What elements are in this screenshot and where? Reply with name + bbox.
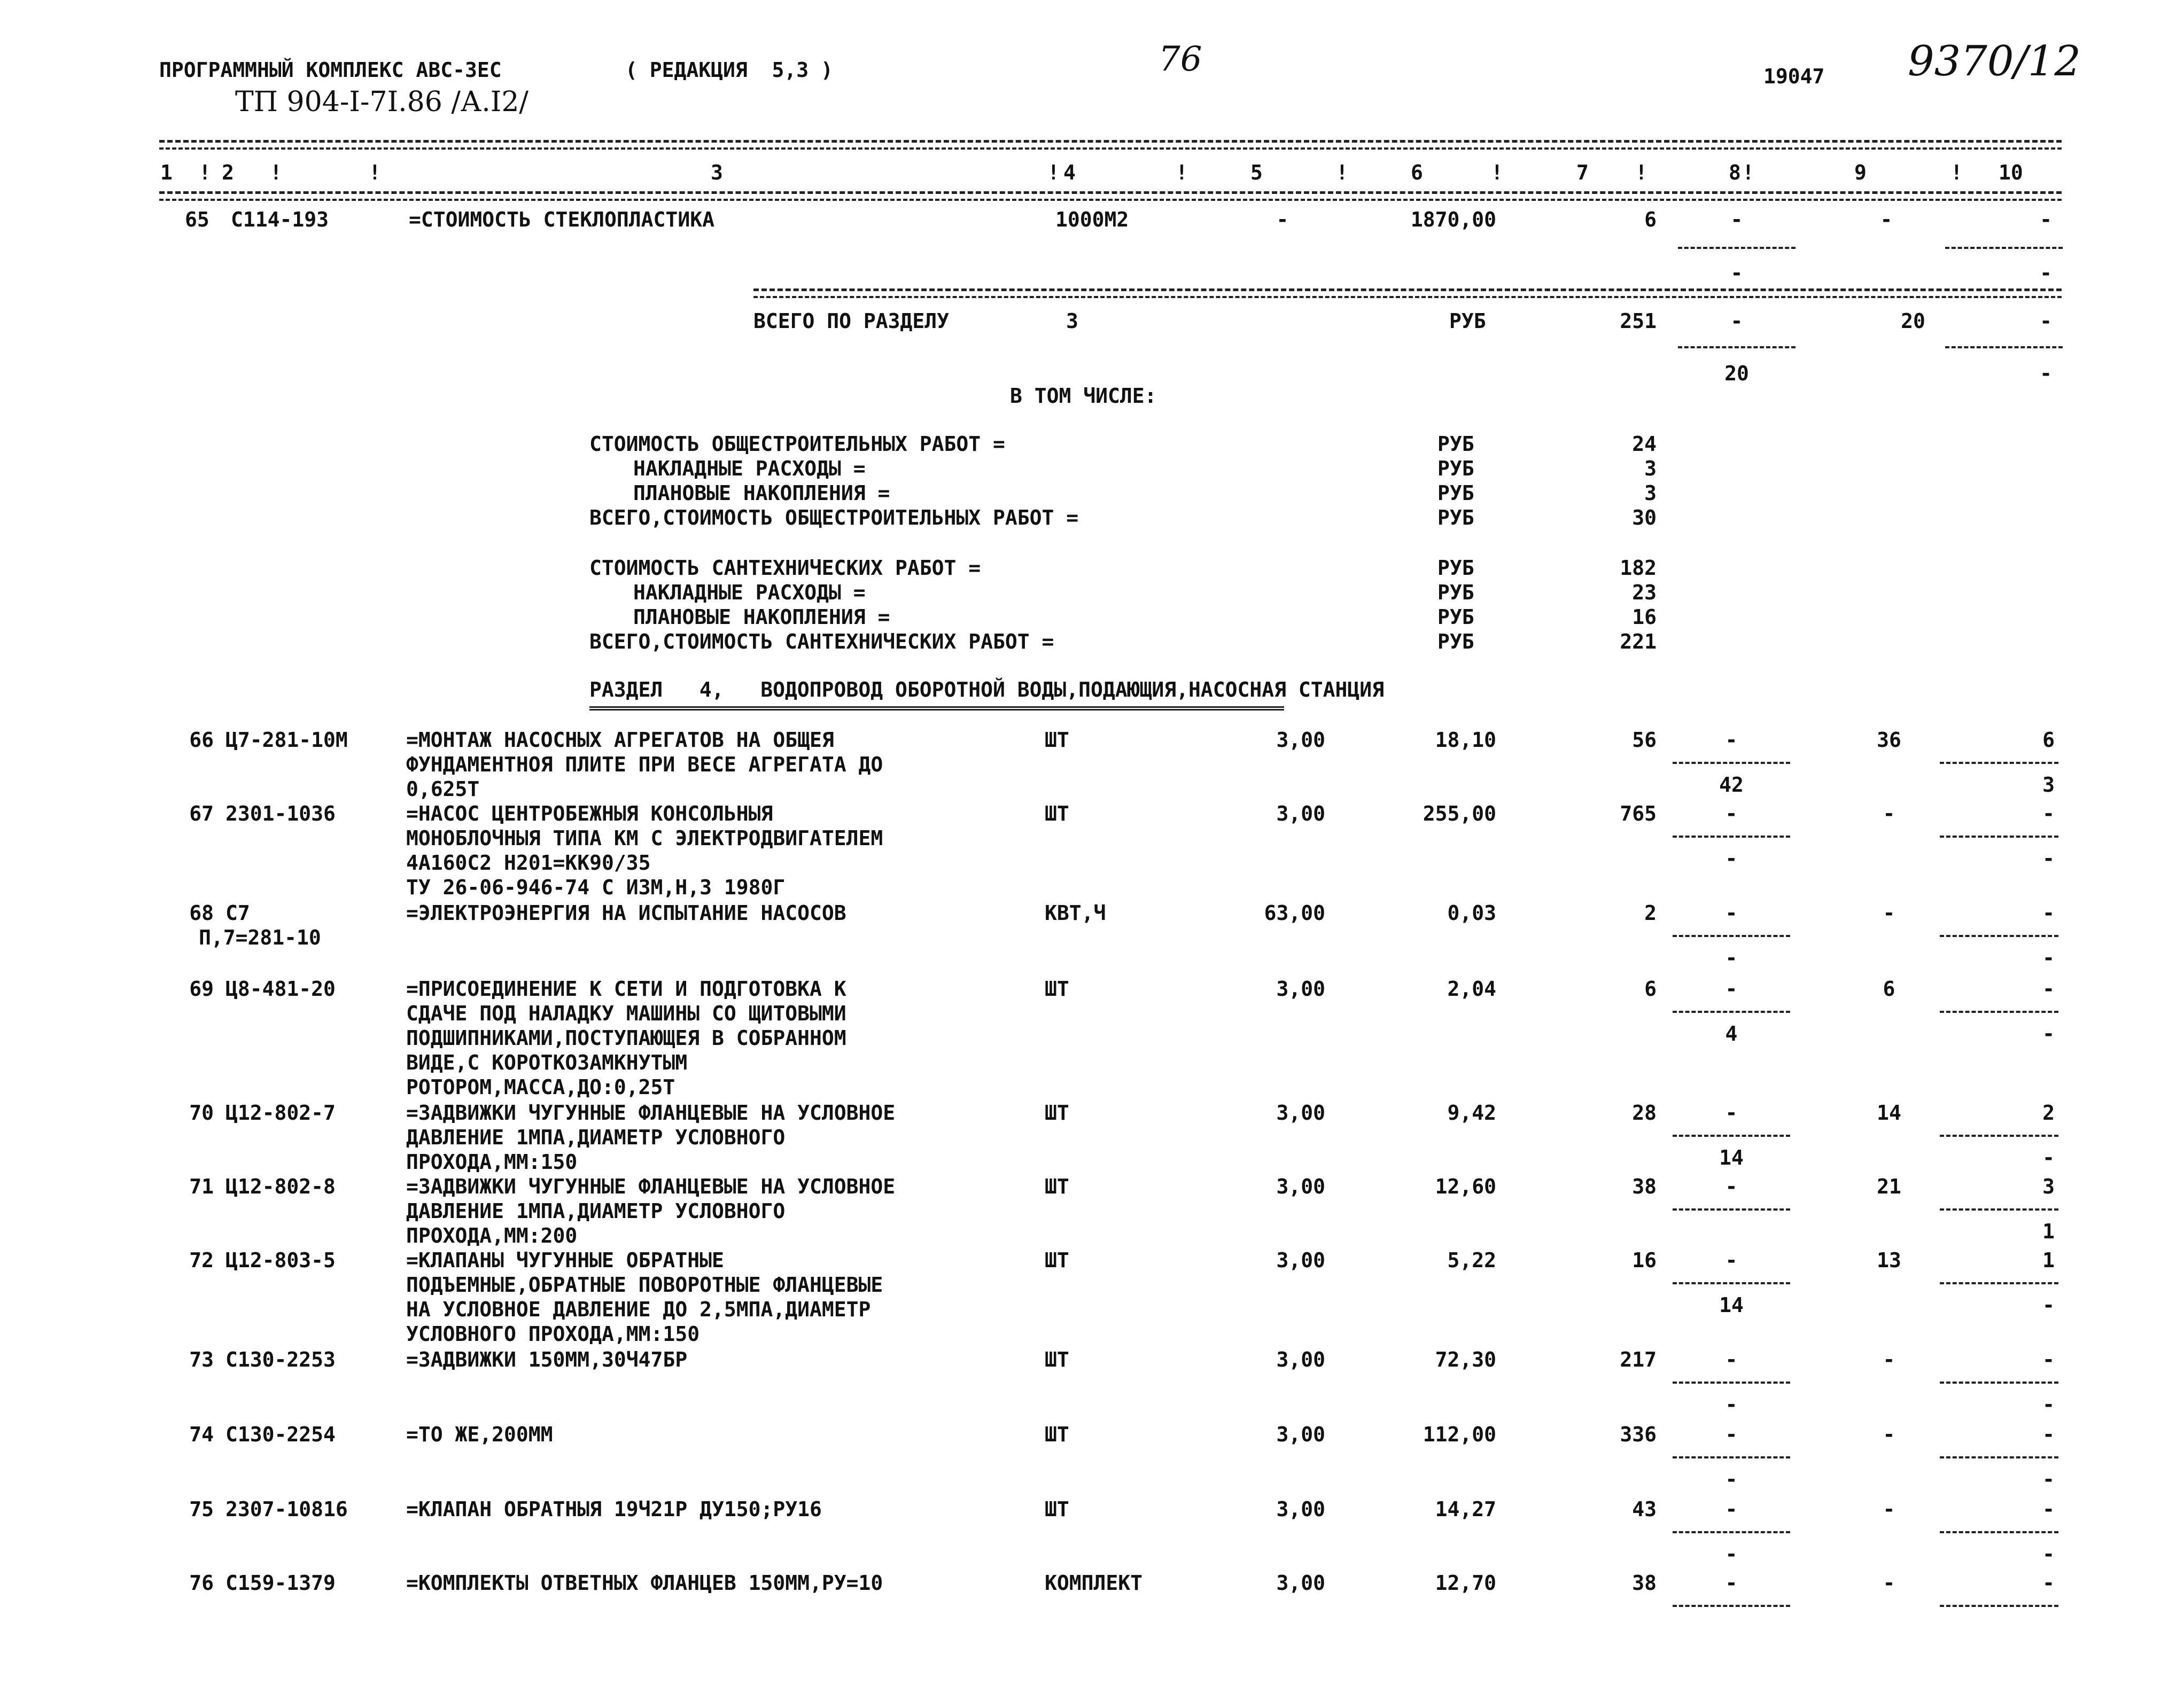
column-separator: !	[1635, 161, 1647, 184]
row-qty: 3,00	[1276, 977, 1325, 1001]
row-65-desc: =СТОИМОСТЬ СТЕКЛОПЛАСТИКА	[409, 208, 714, 231]
row-65-c8b: -	[1730, 261, 1743, 285]
breakdown-label: СТОИМОСТЬ ОБЩЕСТРОИТЕЛЬНЫХ РАБОТ =	[589, 432, 1005, 456]
breakdown-label: ПЛАНОВЫЕ НАКОПЛЕНИЯ =	[633, 481, 890, 505]
row-description: ТУ 26-06-946-74 С ИЗМ,Н,3 1980Г	[406, 876, 786, 899]
row-65-c10-rule	[1945, 247, 2063, 249]
row-c10b: -	[2042, 1542, 2055, 1566]
row-c10-rule	[1940, 935, 2058, 937]
breakdown-unit: РУБ	[1437, 556, 1474, 580]
top-rule	[159, 140, 2062, 143]
breakdown-unit: РУБ	[1437, 605, 1474, 629]
total-c7: 251	[1620, 309, 1657, 333]
row-c10a: -	[2042, 977, 2055, 1001]
row-c7: 336	[1620, 1423, 1657, 1446]
row-c7: 56	[1632, 728, 1657, 752]
row-unit: ШТ	[1045, 1497, 1069, 1521]
row-unit: ШТ	[1045, 1101, 1069, 1125]
breakdown-unit: РУБ	[1437, 630, 1474, 653]
row-num: 69	[189, 977, 214, 1001]
row-qty: 63,00	[1264, 901, 1325, 925]
row-price: 0,03	[1447, 901, 1496, 925]
row-c9: -	[1883, 1423, 1895, 1446]
row-c10b: -	[2042, 1293, 2055, 1317]
row-description: =ЭЛЕКТРОЭНЕРГИЯ НА ИСПЫТАНИЕ НАСОСОВ	[406, 901, 846, 925]
row-c10-rule	[1940, 1382, 2058, 1384]
row-c9: 14	[1877, 1101, 1901, 1125]
row-c10-rule	[1940, 762, 2058, 764]
row-c10-rule	[1940, 1282, 2058, 1284]
row-c10-rule	[1940, 1531, 2058, 1533]
row-c8b: -	[1725, 946, 1738, 970]
row-65-qty: -	[1276, 208, 1289, 231]
row-c8b: -	[1725, 847, 1738, 870]
row-description: =ЗАДВИЖКИ ЧУГУННЫЕ ФЛАНЦЕВЫЕ НА УСЛОВНОЕ	[406, 1101, 896, 1125]
row-code: С130-2254	[226, 1423, 336, 1446]
row-c8b: 42	[1719, 773, 1744, 797]
row-65-num: 65	[185, 208, 209, 231]
row-qty: 3,00	[1276, 1175, 1325, 1198]
row-c8-rule	[1673, 1011, 1790, 1013]
row-c10-rule	[1940, 1011, 2058, 1013]
row-price: 112,00	[1423, 1423, 1496, 1446]
row-c9: -	[1883, 901, 1895, 925]
column-separator: !	[270, 161, 282, 184]
row-description: ФУНДАМЕНТНОЯ ПЛИТЕ ПРИ ВЕСЕ АГРЕГАТА ДО	[406, 753, 883, 776]
row-num: 74	[189, 1423, 214, 1446]
total-c10-rule	[1945, 346, 2063, 348]
breakdown-value: 221	[1620, 630, 1657, 653]
row-c10a: 3	[2042, 1175, 2055, 1198]
row-c10a: -	[2042, 1423, 2055, 1446]
row-c8-rule	[1673, 836, 1790, 838]
row-c8-rule	[1673, 1382, 1790, 1384]
row-c7: 217	[1620, 1348, 1657, 1371]
column-number-8: 8	[1729, 161, 1741, 184]
row-num: 75	[189, 1497, 214, 1521]
row-code: Ц12-802-8	[226, 1175, 336, 1198]
row-unit: ШТ	[1045, 1423, 1069, 1446]
row-c10a: 6	[2042, 728, 2055, 752]
row-c10a: -	[2042, 802, 2055, 825]
row-code: С159-1379	[226, 1571, 336, 1595]
row-c9: -	[1883, 1571, 1895, 1595]
row-c10b: -	[2042, 1146, 2055, 1169]
row-c8a: -	[1725, 977, 1738, 1001]
breakdown-value: 24	[1632, 432, 1657, 456]
column-number-7: 7	[1576, 161, 1589, 184]
row-c10a: 1	[2042, 1249, 2055, 1272]
row-c9: 6	[1883, 977, 1895, 1001]
row-c10-rule	[1940, 1208, 2058, 1211]
row-code: Ц12-803-5	[226, 1249, 336, 1272]
row-c7: 765	[1620, 802, 1657, 825]
row-c8b: 4	[1725, 1022, 1738, 1045]
row-description: 4А160С2 Н201=КК90/35	[406, 851, 651, 875]
row-c10b: -	[2042, 1468, 2055, 1491]
row-description: =ЗАДВИЖКИ 150ММ,30Ч47БР	[406, 1348, 688, 1371]
total-unit: РУБ	[1449, 309, 1486, 333]
row-c9: -	[1883, 1497, 1895, 1521]
breakdown-value: 3	[1644, 481, 1657, 505]
row-description: УСЛОВНОГО ПРОХОДА,ММ:150	[406, 1322, 700, 1346]
row-c10-rule	[1940, 1456, 2058, 1458]
row-description: ПРОХОДА,ММ:150	[406, 1150, 578, 1174]
column-separator: !	[1176, 161, 1188, 184]
row-code: Ц7-281-10М	[226, 728, 348, 752]
total-c10a: -	[2040, 309, 2052, 333]
row-c10b: 1	[2042, 1220, 2055, 1243]
row-c8a: -	[1725, 1571, 1738, 1595]
row-c8a: -	[1725, 1249, 1738, 1272]
row-65-c8a: -	[1730, 208, 1743, 231]
row-code: 2301-1036	[226, 802, 336, 825]
row-c10a: -	[2042, 1348, 2055, 1371]
project-code: ТП 904-I-7I.86 /А.I2/	[235, 86, 528, 118]
page-number: 76	[1159, 40, 1202, 79]
total-rule-2	[753, 296, 2062, 298]
column-separator: !	[1742, 161, 1754, 184]
row-c10b: -	[2042, 1022, 2055, 1045]
total-c8a: -	[1730, 309, 1743, 333]
row-code: 2307-10816	[226, 1497, 348, 1521]
row-c7: 43	[1632, 1497, 1657, 1521]
including-heading: В ТОМ ЧИСЛЕ:	[1010, 384, 1157, 408]
row-c7: 6	[1644, 977, 1657, 1001]
row-c10-rule	[1940, 836, 2058, 838]
row-65-c10a: -	[2040, 208, 2052, 231]
breakdown-unit: РУБ	[1437, 506, 1474, 529]
row-qty: 3,00	[1276, 802, 1325, 825]
row-c9: 13	[1877, 1249, 1901, 1272]
row-num: 66	[189, 728, 214, 752]
top-rule-2	[159, 147, 2062, 150]
row-c10a: -	[2042, 901, 2055, 925]
row-unit: ШТ	[1045, 1249, 1069, 1272]
row-c9: 36	[1877, 728, 1901, 752]
row-c8b: 14	[1719, 1146, 1744, 1169]
column-number-10: 10	[1999, 161, 2023, 184]
row-c10b: -	[2042, 946, 2055, 970]
row-num: 67	[189, 802, 214, 825]
row-c10a: -	[2042, 1571, 2055, 1595]
row-description: СДАЧЕ ПОД НАЛАДКУ МАШИНЫ СО ЩИТОВЫМИ	[406, 1002, 846, 1025]
row-num: 68	[189, 901, 214, 925]
row-c8a: -	[1725, 802, 1738, 825]
row-c8a: -	[1725, 1423, 1738, 1446]
row-price: 14,27	[1435, 1497, 1496, 1521]
row-price: 255,00	[1423, 802, 1496, 825]
row-description: =МОНТАЖ НАСОСНЫХ АГРЕГАТОВ НА ОБЩЕЯ	[406, 728, 834, 752]
row-65-c9: -	[1880, 208, 1893, 231]
row-65-price: 1870,00	[1410, 208, 1496, 231]
column-number-4: 4	[1063, 161, 1076, 184]
row-c10b: -	[2042, 1393, 2055, 1416]
row-description: ВИДЕ,С КОРОТКОЗАМКНУТЫМ	[406, 1051, 688, 1074]
row-unit: ШТ	[1045, 1175, 1069, 1198]
breakdown-unit: РУБ	[1437, 581, 1474, 604]
row-code: Ц8-481-20	[226, 977, 336, 1001]
row-code: П,7=281-10	[199, 926, 321, 949]
breakdown-unit: РУБ	[1437, 457, 1474, 480]
row-c9: 21	[1877, 1175, 1901, 1198]
column-separator: !	[1336, 161, 1348, 184]
row-c8b: -	[1725, 1393, 1738, 1416]
row-c10-rule	[1940, 1135, 2058, 1137]
row-unit: ШТ	[1045, 728, 1069, 752]
breakdown-value: 3	[1644, 457, 1657, 480]
row-c8-rule	[1673, 1456, 1790, 1458]
row-c8a: -	[1725, 1348, 1738, 1371]
total-c8-rule	[1678, 346, 1796, 348]
breakdown-label: НАКЛАДНЫЕ РАСХОДЫ =	[633, 457, 866, 480]
total-label: ВСЕГО ПО РАЗДЕЛУ	[753, 309, 950, 333]
row-c8b: -	[1725, 1468, 1738, 1491]
row-num: 71	[189, 1175, 214, 1198]
breakdown-unit: РУБ	[1437, 432, 1474, 456]
row-description: =КЛАПАНЫ ЧУГУННЫЕ ОБРАТНЫЕ	[406, 1249, 724, 1272]
breakdown-value: 30	[1632, 506, 1657, 529]
edition-label: ( РЕДАКЦИЯ 5,3 )	[625, 58, 833, 82]
column-header-rule-2	[159, 199, 2062, 201]
row-c8a: -	[1725, 1497, 1738, 1521]
total-c10b: -	[2040, 362, 2052, 385]
row-price: 12,60	[1435, 1175, 1496, 1198]
row-qty: 3,00	[1276, 1423, 1325, 1446]
column-number-3: 3	[711, 161, 723, 184]
row-c8a: -	[1725, 901, 1738, 925]
row-c9: -	[1883, 802, 1895, 825]
row-description: НА УСЛОВНОЕ ДАВЛЕНИЕ ДО 2,5МПА,ДИАМЕТР	[406, 1298, 871, 1321]
row-qty: 3,00	[1276, 1249, 1325, 1272]
breakdown-label: НАКЛАДНЫЕ РАСХОДЫ =	[633, 581, 866, 604]
row-c8-rule	[1673, 1605, 1790, 1607]
column-separator: !	[369, 161, 381, 184]
row-65-unit: 1000М2	[1055, 208, 1129, 231]
breakdown-unit: РУБ	[1437, 481, 1474, 505]
row-c10a: 2	[2042, 1101, 2055, 1125]
row-description: =ЗАДВИЖКИ ЧУГУННЫЕ ФЛАНЦЕВЫЕ НА УСЛОВНОЕ	[406, 1175, 896, 1198]
row-price: 9,42	[1447, 1101, 1496, 1125]
total-section: 3	[1066, 309, 1078, 333]
row-description: =ТО ЖЕ,200ММ	[406, 1423, 553, 1446]
total-c8b: 20	[1724, 362, 1749, 385]
row-c8b: 14	[1719, 1293, 1744, 1317]
row-code: Ц12-802-7	[226, 1101, 336, 1125]
row-c8a: -	[1725, 1101, 1738, 1125]
column-number-9: 9	[1854, 161, 1867, 184]
column-number-1: 1	[160, 161, 173, 184]
row-description: =ПРИСОЕДИНЕНИЕ К СЕТИ И ПОДГОТОВКА К	[406, 977, 846, 1001]
breakdown-label: ВСЕГО,СТОИМОСТЬ ОБЩЕСТРОИТЕЛЬНЫХ РАБОТ =	[589, 506, 1079, 529]
breakdown-label: ПЛАНОВЫЕ НАКОПЛЕНИЯ =	[633, 605, 890, 629]
row-c8-rule	[1673, 935, 1790, 937]
row-description: ДАВЛЕНИЕ 1МПА,ДИАМЕТР УСЛОВНОГО	[406, 1126, 786, 1149]
row-price: 5,22	[1447, 1249, 1496, 1272]
column-number-6: 6	[1411, 161, 1423, 184]
row-c8-rule	[1673, 762, 1790, 764]
row-c8b: -	[1725, 1542, 1738, 1566]
row-c8-rule	[1673, 1531, 1790, 1533]
row-code: С130-2253	[226, 1348, 336, 1371]
row-num: 70	[189, 1101, 214, 1125]
row-description: ПРОХОДА,ММ:200	[406, 1224, 578, 1247]
row-c8-rule	[1673, 1135, 1790, 1137]
row-c7: 38	[1632, 1175, 1657, 1198]
row-unit: КОМПЛЕКТ	[1045, 1571, 1143, 1595]
row-c10b: -	[2042, 847, 2055, 870]
row-price: 18,10	[1435, 728, 1496, 752]
row-c10a: -	[2042, 1497, 2055, 1521]
row-c7: 2	[1644, 901, 1657, 925]
column-number-5: 5	[1250, 161, 1263, 184]
row-description: =НАСОС ЦЕНТРОБЕЖНЫЯ КОНСОЛЬНЫЯ	[406, 802, 773, 825]
row-num: 76	[189, 1571, 214, 1595]
row-qty: 3,00	[1276, 728, 1325, 752]
row-65-code: С114-193	[231, 208, 329, 231]
row-c9: -	[1883, 1348, 1895, 1371]
breakdown-label: ВСЕГО,СТОИМОСТЬ САНТЕХНИЧЕСКИХ РАБОТ =	[589, 630, 1054, 653]
row-description: ДАВЛЕНИЕ 1МПА,ДИАМЕТР УСЛОВНОГО	[406, 1199, 786, 1223]
row-c10b: 3	[2042, 773, 2055, 797]
section-4-title: РАЗДЕЛ 4, ВОДОПРОВОД ОБОРОТНОЙ ВОДЫ,ПОДАЮЩИЯ,НАСОСНАЯ СТАНЦИЯ	[589, 678, 1385, 701]
row-description: ПОДШИПНИКАМИ,ПОСТУПАЮЩЕЯ В СОБРАННОМ	[406, 1026, 846, 1050]
row-c7: 38	[1632, 1571, 1657, 1595]
row-c8a: -	[1725, 728, 1738, 752]
row-c8a: -	[1725, 1175, 1738, 1198]
total-c9: 20	[1901, 309, 1925, 333]
row-qty: 3,00	[1276, 1348, 1325, 1371]
program-title: ПРОГРАММНЫЙ КОМПЛЕКС АВС-ЗЕС	[159, 58, 502, 82]
row-c8-rule	[1673, 1282, 1790, 1284]
doc-code: 19047	[1763, 65, 1825, 88]
column-separator: !	[1047, 161, 1060, 184]
column-separator: !	[1491, 161, 1503, 184]
row-qty: 3,00	[1276, 1571, 1325, 1595]
row-price: 2,04	[1447, 977, 1496, 1001]
row-description: 0,625Т	[406, 777, 480, 801]
row-c7: 28	[1632, 1101, 1657, 1125]
column-header-rule	[159, 191, 2062, 194]
row-unit: ШТ	[1045, 1348, 1069, 1371]
column-separator: !	[1950, 161, 1963, 184]
row-description: ПОДЪЕМНЫЕ,ОБРАТНЫЕ ПОВОРОТНЫЕ ФЛАНЦЕВЫЕ	[406, 1273, 883, 1297]
row-description: РОТОРОМ,МАССА,ДО:0,25Т	[406, 1075, 675, 1099]
row-unit: ШТ	[1045, 802, 1069, 825]
handwritten-inventory-number: 9370/12	[1908, 37, 2081, 85]
row-c10-rule	[1940, 1605, 2058, 1607]
row-unit: ШТ	[1045, 977, 1069, 1001]
breakdown-value: 16	[1632, 605, 1657, 629]
row-qty: 3,00	[1276, 1497, 1325, 1521]
section-4-underline	[589, 706, 1284, 711]
column-number-2: 2	[222, 161, 234, 184]
row-price: 72,30	[1435, 1348, 1496, 1371]
row-65-c8-rule	[1678, 247, 1796, 249]
row-price: 12,70	[1435, 1571, 1496, 1595]
column-separator: !	[199, 161, 211, 184]
breakdown-value: 182	[1620, 556, 1657, 580]
row-unit: КВТ,Ч	[1045, 901, 1106, 925]
breakdown-value: 23	[1632, 581, 1657, 604]
row-description: МОНОБЛОЧНЫЯ ТИПА КМ С ЭЛЕКТРОДВИГАТЕЛЕМ	[406, 826, 883, 850]
row-c7: 16	[1632, 1249, 1657, 1272]
row-65-c7: 6	[1644, 208, 1657, 231]
row-num: 73	[189, 1348, 214, 1371]
row-description: =КОМПЛЕКТЫ ОТВЕТНЫХ ФЛАНЦЕВ 150ММ,РУ=10	[406, 1571, 883, 1595]
row-description: =КЛАПАН ОБРАТНЫЯ 19Ч21Р ДУ150;РУ16	[406, 1497, 822, 1521]
row-code: С7	[226, 901, 250, 925]
total-rule	[753, 288, 2062, 291]
row-qty: 3,00	[1276, 1101, 1325, 1125]
row-num: 72	[189, 1249, 214, 1272]
row-65-c10b: -	[2040, 261, 2052, 285]
row-c8-rule	[1673, 1208, 1790, 1211]
breakdown-label: СТОИМОСТЬ САНТЕХНИЧЕСКИХ РАБОТ =	[589, 556, 981, 580]
